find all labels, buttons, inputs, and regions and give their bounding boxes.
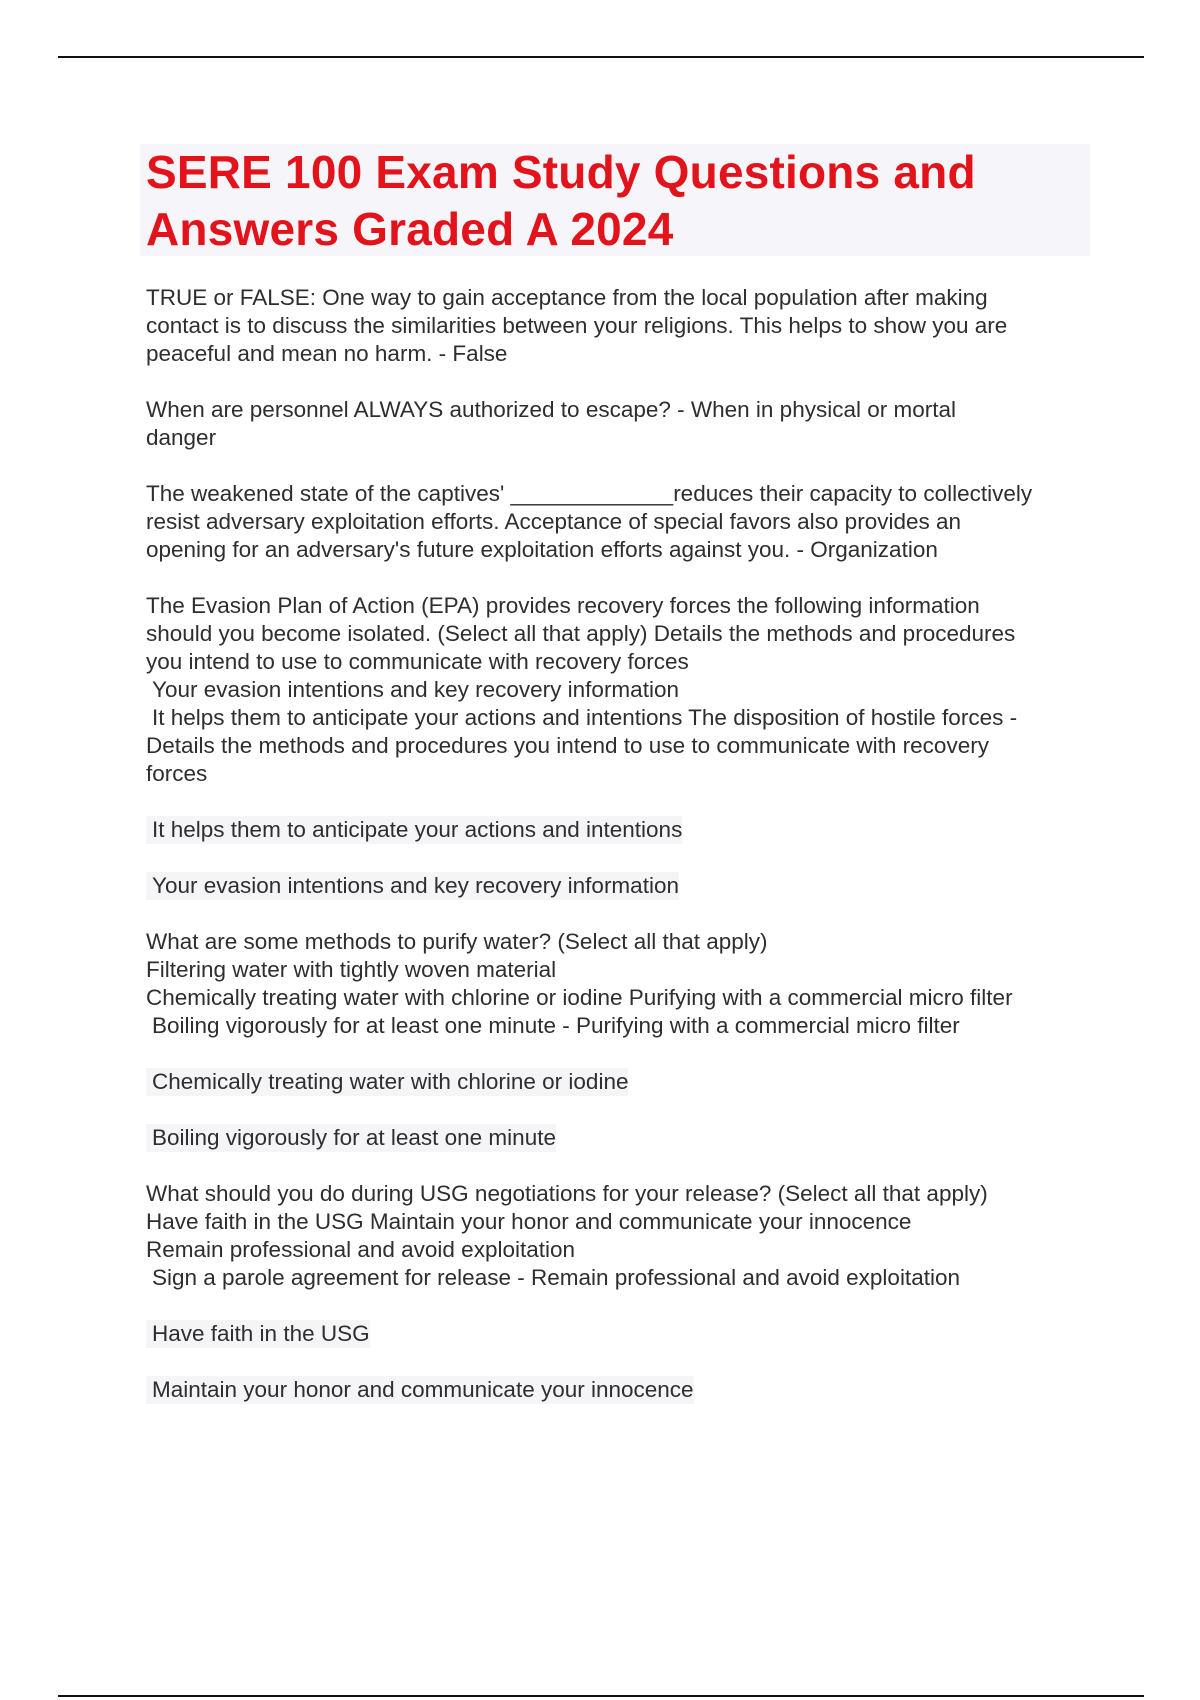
title-line: Answers Graded A 2024: [146, 203, 674, 255]
text-line: Remain professional and avoid exploitation: [146, 1237, 576, 1262]
text-line: Chemically treating water with chlorine or iodine Purifying with a commercial micro filter: [146, 985, 1013, 1010]
answer-option: [146, 816, 1086, 844]
text-line: opening for an adversary's future exploitation efforts against you. - Organization: [146, 537, 938, 562]
text-line: Chemically treating water with chlorine or iodine: [146, 1068, 628, 1096]
text-line: TRUE or FALSE: One way to gain acceptance from the local population after making: [146, 285, 988, 310]
text-line: Your evasion intentions and key recovery information: [146, 872, 679, 900]
qa-item-escape: [146, 396, 1086, 452]
text-line: The Evasion Plan of Action (EPA) provides recovery forces the following information: [146, 593, 980, 618]
text-line: Maintain your honor and communicate your innocence: [146, 1376, 694, 1404]
text-line: you intend to use to communicate with recovery forces: [146, 649, 689, 674]
text-line: danger: [146, 425, 217, 450]
text-line: What are some methods to purify water? (Select all that apply): [146, 929, 768, 954]
answer-option: [146, 1068, 1086, 1096]
qa-item-usg-negotiations: [146, 1180, 1086, 1292]
text-line: Boiling vigorously for at least one minute - Purifying with a commercial micro filter: [152, 1013, 960, 1038]
text-line: What should you do during USG negotiations for your release? (Select all that apply): [146, 1181, 988, 1206]
answer-option: [146, 872, 1086, 900]
text-line: contact is to discuss the similarities between your religions. This helps to show you are: [146, 313, 1008, 338]
header-rule: [58, 56, 1144, 58]
text-line: peaceful and mean no harm. - False: [146, 341, 508, 366]
text-line: should you become isolated. (Select all that apply) Details the methods and procedures: [146, 621, 1016, 646]
text-line: Your evasion intentions and key recovery information: [152, 677, 679, 702]
qa-item-captives-organization: [146, 480, 1086, 564]
qa-item-true-false-religion: [146, 284, 1086, 368]
text-line: forces: [146, 761, 208, 786]
qa-item-purify-water: [146, 928, 1086, 1040]
text-line: Details the methods and procedures you intend to use to communicate with recovery: [146, 733, 989, 758]
text-line: resist adversary exploitation efforts. Acceptance of special favors also provides an: [146, 509, 962, 534]
text-line: It helps them to anticipate your actions and intentions The disposition of hostile forces -: [152, 705, 1018, 730]
qa-item-evasion-plan: [146, 592, 1086, 788]
text-line: Have faith in the USG Maintain your honor and communicate your innocence: [146, 1209, 912, 1234]
text-line: Sign a parole agreement for release - Remain professional and avoid exploitation: [152, 1265, 960, 1290]
title-line: SERE 100 Exam Study Questions and: [146, 146, 976, 198]
footer-rule: [58, 1695, 1144, 1697]
answer-option: [146, 1320, 1086, 1348]
answer-option: [146, 1376, 1086, 1404]
text-line: Filtering water with tightly woven material: [146, 957, 557, 982]
text-line: Have faith in the USG: [146, 1320, 370, 1348]
text-line: When are personnel ALWAYS authorized to escape? - When in physical or mortal: [146, 397, 956, 422]
text-line: The weakened state of the captives' _____________reduces their capacity to collectively: [146, 481, 1033, 506]
text-line: Boiling vigorously for at least one minute: [146, 1124, 556, 1152]
document-title: [146, 144, 1086, 258]
document-body: [146, 284, 1086, 1432]
answer-option: [146, 1124, 1086, 1152]
text-line: It helps them to anticipate your actions and intentions: [146, 816, 682, 844]
